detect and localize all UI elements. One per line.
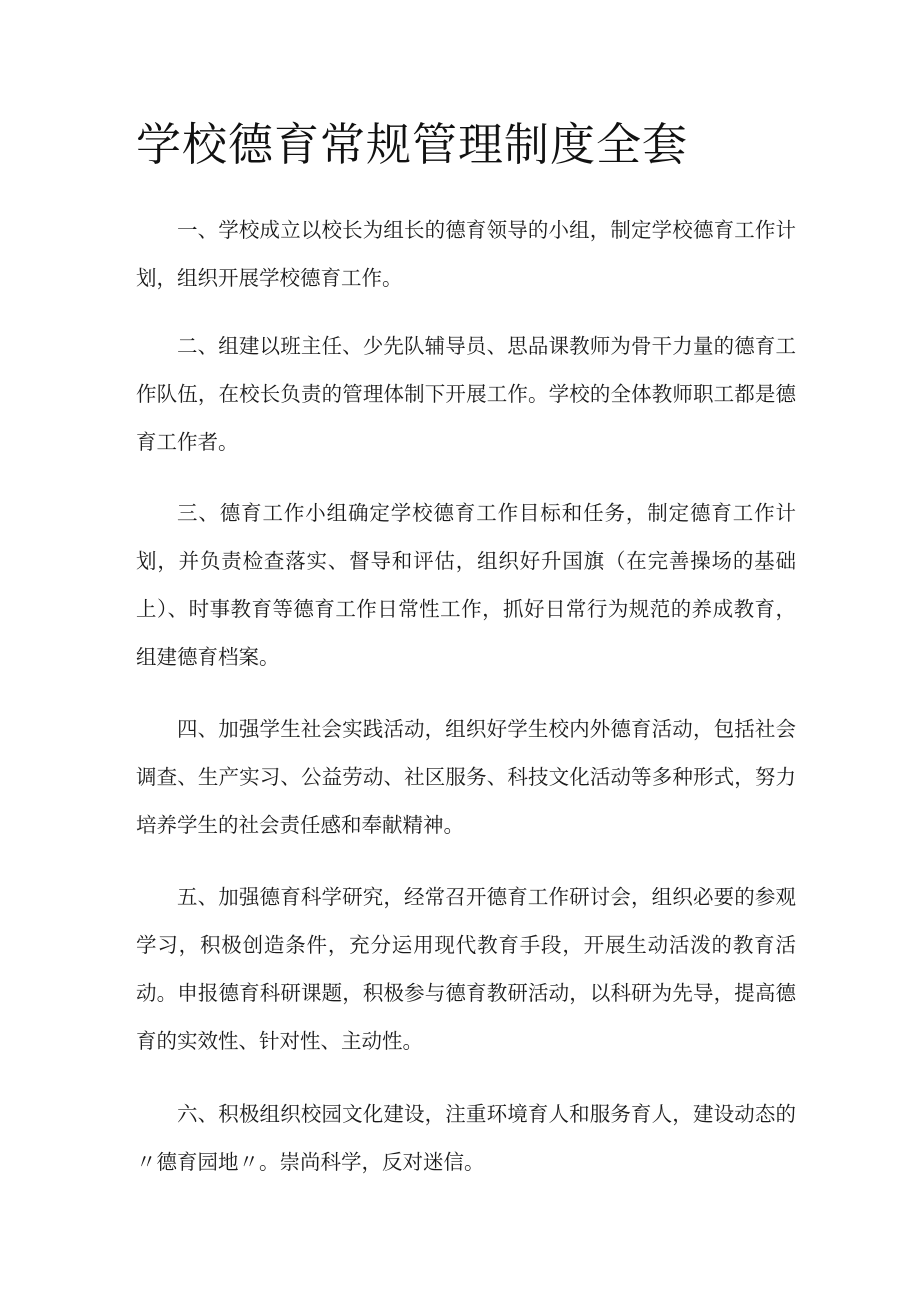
paragraph-3: 三、德育工作小组确定学校德育工作目标和任务，制定德育工作计划，并负责检查落实、督导和评估，组织好升国旗（在完善操场的基础上）、时事教育等德育工作日常性工作，抓好日常行为规范的养成教育，组建德育档案。 (136, 501, 796, 669)
paragraph-5: 五、加强德育科学研究，经常召开德育工作研讨会，组织必要的参观学习，积极创造条件，充分运用现代教育手段，开展生动活泼的教育活动。申报德育科研课题，积极参与德育教研活动，以科研为先导，提高德育的实效性、针对性、主动性。 (136, 885, 796, 1053)
document-title: 学校德育常规管理制度全套 (136, 118, 689, 171)
paragraph-2: 二、组建以班主任、少先队辅导员、思品课教师为骨干力量的德育工作队伍，在校长负责的管理体制下开展工作。学校的全体教师职工都是德育工作者。 (136, 334, 796, 454)
paragraph-1: 一、学校成立以校长为组长的德育领导的小组，制定学校德育工作计划，组织开展学校德育工作。 (136, 218, 796, 290)
paragraph-4: 四、加强学生社会实践活动，组织好学生校内外德育活动，包括社会调查、生产实习、公益劳动、社区服务、科技文化活动等多种形式，努力培养学生的社会责任感和奉献精神。 (136, 717, 796, 837)
paragraph-6: 六、积极组织校园文化建设，注重环境育人和服务育人，建设动态的〃德育园地〃。崇尚科学，反对迷信。 (136, 1102, 796, 1174)
